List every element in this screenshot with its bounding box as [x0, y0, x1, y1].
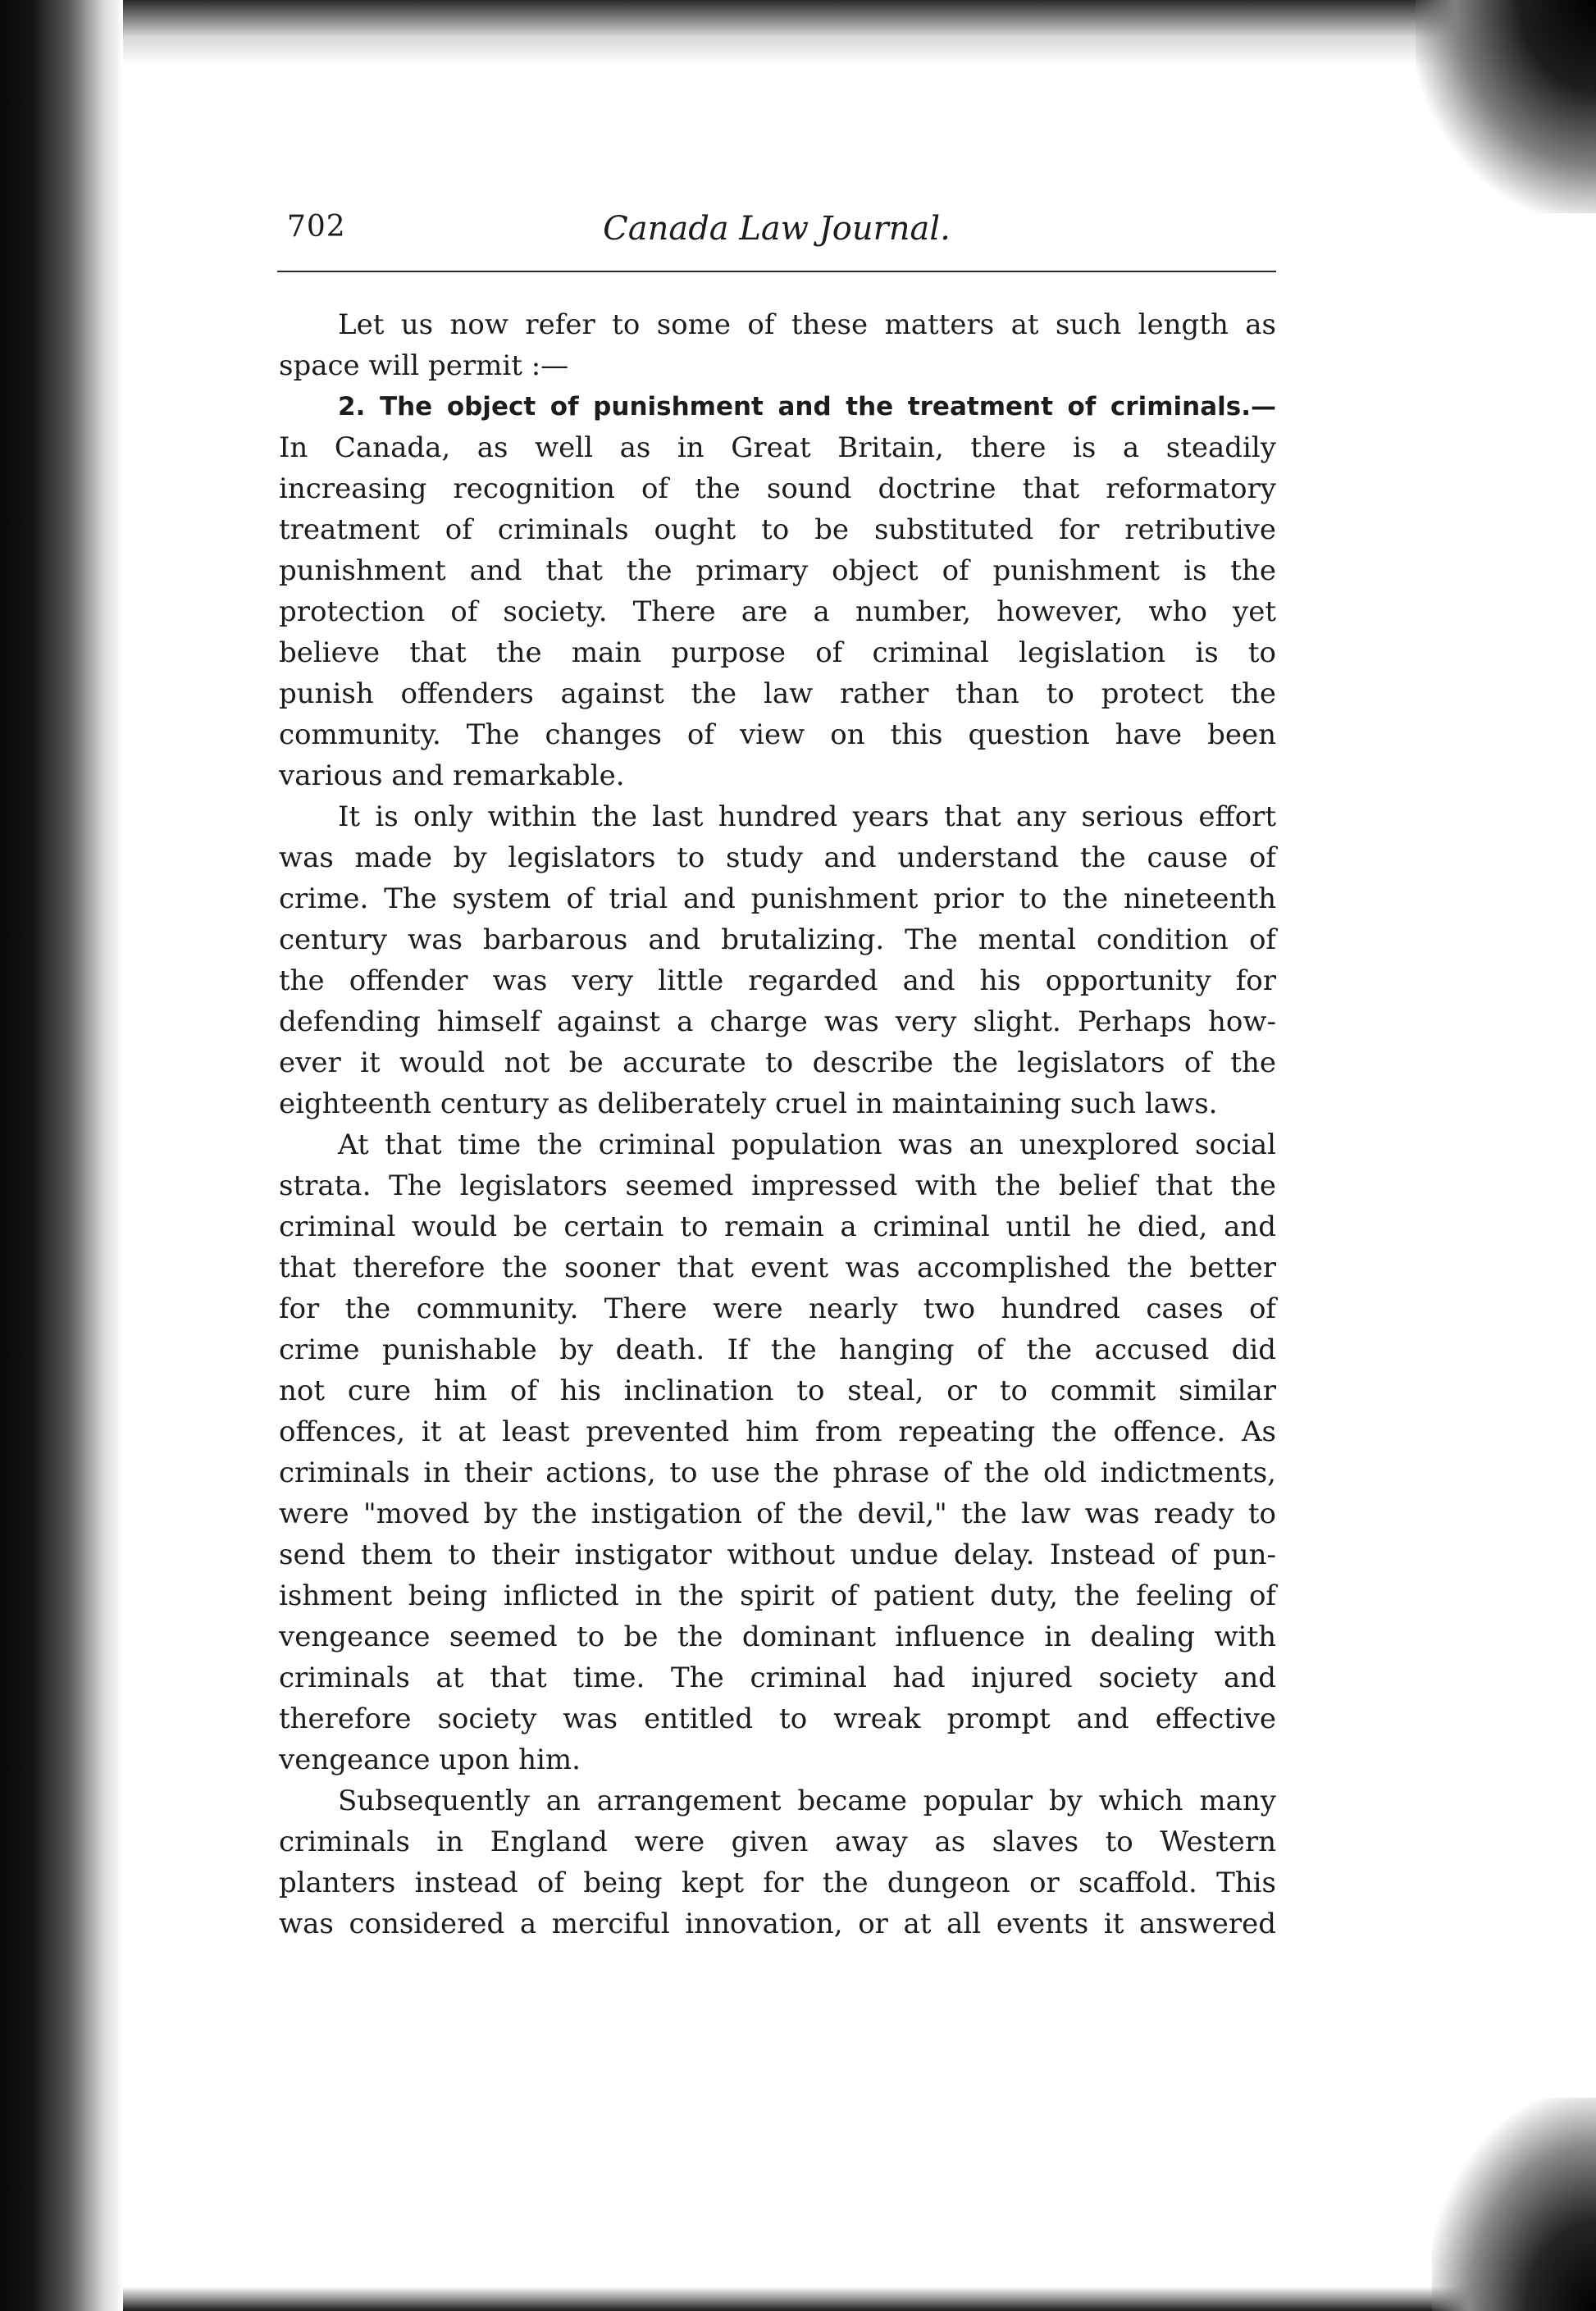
text-line: the offender was very little regarded and his opportunity for [279, 964, 1276, 997]
text-line: eighteenth century as deliberately cruel in maintaining such laws. [279, 1087, 1218, 1120]
text-line: In Canada, as well as in Great Britain, there is a steadily [279, 431, 1276, 464]
scan-edge-bottom [123, 2286, 1596, 2311]
text-line: community. The changes of view on this question have been [279, 718, 1276, 751]
text-line: were "moved by the instigation of the devil," the law was ready to [279, 1497, 1276, 1530]
text-line: increasing recognition of the sound doctrine that reformatory [279, 472, 1276, 505]
section-heading: 2. The object of punishment and the treatment of criminals.— [338, 392, 1276, 422]
text-line: was made by legislators to study and understand the cause of [279, 841, 1276, 874]
text-line: criminal would be certain to remain a criminal until he died, and [279, 1210, 1276, 1243]
header-rule [277, 271, 1276, 272]
text-line: It is only within the last hundred years that any serious effort [338, 800, 1276, 833]
text-line: offences, it at least prevented him from repeating the offence. As [279, 1415, 1276, 1448]
text-line: ever it would not be accurate to describe the legislators of the [279, 1046, 1276, 1079]
text-line: ishment being inflicted in the spirit of patient duty, the feeling of [279, 1579, 1276, 1612]
scan-corner-top-right [1416, 0, 1596, 213]
text-line: space will permit :— [279, 349, 569, 382]
text-line: that therefore the sooner that event was accomplished the better [279, 1251, 1276, 1284]
text-line: punish offenders against the law rather than to protect the [279, 677, 1276, 710]
text-line: vengeance seemed to be the dominant influence in dealing with [279, 1620, 1276, 1653]
running-title: Canada Law Journal. [603, 210, 951, 248]
text-line: criminals in England were given away as slaves to Western [279, 1826, 1276, 1858]
text-line: for the community. There were nearly two hundred cases of [279, 1292, 1276, 1325]
text-line: believe that the main purpose of criminal legislation is to [279, 636, 1276, 669]
text-line: various and remarkable. [279, 759, 625, 792]
text-line: vengeance upon him. [279, 1744, 581, 1776]
text-line: punishment and that the primary object of punishment is the [279, 554, 1276, 587]
text-line: strata. The legislators seemed impressed with the belief that the [279, 1169, 1276, 1202]
text-line: send them to their instigator without undue delay. Instead of pun- [279, 1538, 1276, 1571]
text-line: criminals at that time. The criminal had injured society and [279, 1661, 1276, 1694]
text-line: crime. The system of trial and punishment prior to the nineteenth [279, 882, 1276, 915]
text-line: not cure him of his inclination to steal, or to commit similar [279, 1374, 1276, 1407]
scan-edge-top [123, 0, 1596, 66]
text-line: Subsequently an arrangement became popular by which many [338, 1785, 1276, 1817]
text-line: therefore society was entitled to wreak prompt and effective [279, 1702, 1276, 1735]
text-line: century was barbarous and brutalizing. The mental condition of [279, 923, 1276, 956]
text-line: treatment of criminals ought to be substituted for retributive [279, 513, 1276, 546]
text-line: crime punishable by death. If the hanging of the accused did [279, 1333, 1276, 1366]
page-header [277, 210, 1276, 259]
text-line: criminals in their actions, to use the phrase of the old indictments, [279, 1456, 1276, 1489]
text-line: was considered a merciful innovation, or at all events it answered [279, 1908, 1276, 1940]
text-line: At that time the criminal population was an unexplored social [338, 1128, 1276, 1161]
text-line: Let us now refer to some of these matters at such length as [338, 308, 1276, 341]
page-number: 702 [287, 210, 346, 244]
scan-corner-bottom-right [1432, 2098, 1596, 2311]
text-line: planters instead of being kept for the dungeon or scaffold. This [279, 1867, 1276, 1899]
text-line: defending himself against a charge was very slight. Perhaps how- [279, 1005, 1276, 1038]
text-line: protection of society. There are a number, however, who yet [279, 595, 1276, 628]
text-body [279, 304, 1276, 1944]
scan-edge-left [0, 0, 123, 2311]
